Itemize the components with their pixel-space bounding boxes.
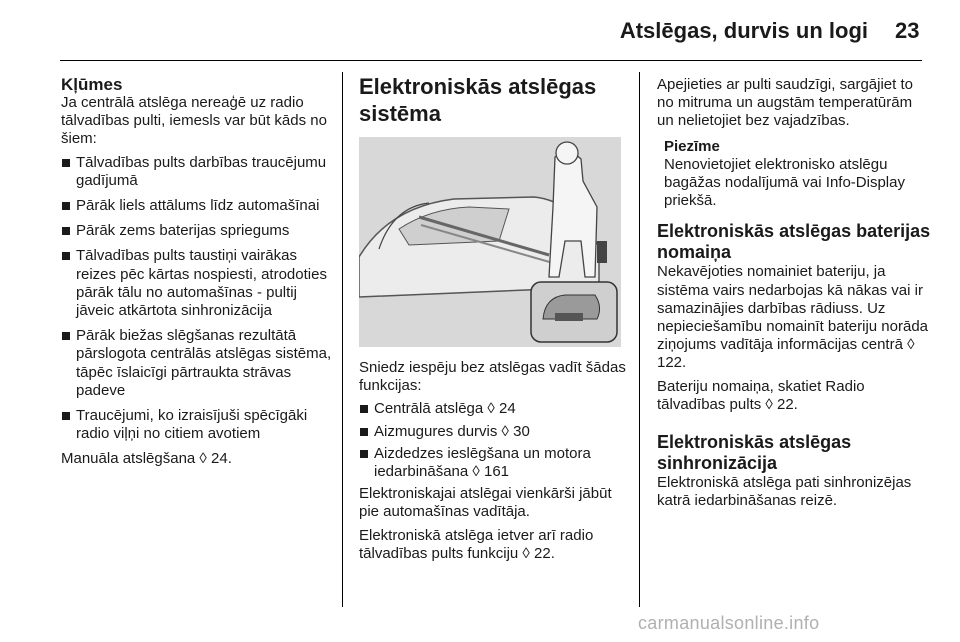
list-item: Tālvadības pults darbības traucējumu gadījumā <box>61 154 333 190</box>
battery-replacement-heading: Elektroniskās atslēgas baterijas nomaiņa <box>657 221 931 263</box>
battery-replacement-text: Nekavējoties nomainiet bateriju, ja sistēma vairs nedarbojas kā nākas vai ir samazinājies darbības rādiuss. Uz nepieciešamību nomainīt bateriju norāda ziņojums vadītāja informācijas centrā ◊ 122. <box>657 263 929 372</box>
list-item: Aizdedzes ieslēgšana un motora iedarbināšana ◊ 161 <box>359 445 627 481</box>
keyless-paragraph-2: Elektroniskā atslēga ietver arī radio tālvadības pults funkciju ◊ 22. <box>359 526 594 562</box>
keyless-paragraph-1: Elektroniskajai atslēgai vienkārši jābūt pie automašīnas vadītāja. <box>359 485 612 521</box>
care-paragraph: Apejieties ar pulti saudzīgi, sargājiet to no mitruma un augstām temperatūrām un nelietojiet bez vajadzības. <box>657 76 913 130</box>
list-item: Traucējumi, ko izraisījuši spēcīgāki radio viļņi no citiem avotiem <box>61 407 333 443</box>
note-title: Piezīme <box>664 137 720 155</box>
page-header-title: Atslēgas, durvis un logi <box>619 18 868 43</box>
column-3 <box>657 76 932 510</box>
list-item: Pārāk biežas slēgšanas rezultātā pārslogota centrālās atslēgas sistēma, tāpēc īslaicīgi pārtraukta strāvas padeve <box>61 327 333 400</box>
battery-replacement-reference: Bateriju nomaiņa, skatiet Radio tālvadības pults ◊ 22. <box>657 377 865 413</box>
synchronisation-heading: Elektroniskās atslēgas sinhronizācija <box>657 432 852 474</box>
note-text: Nenovietojiet elektronisko atslēgu bagāžas nodalījumā vai Info-Display priekšā. <box>664 155 905 210</box>
list-item: Pārāk liels attālums līdz automašīnai <box>61 197 333 215</box>
manual-locking-reference: Manuāla atslēgšana ◊ 24. <box>61 450 232 468</box>
watermark: carmanualsonline.info <box>638 613 820 633</box>
keyless-intro: Sniedz iespēju bez atslēgas vadīt šādas funkcijas: <box>359 359 626 395</box>
list-item: Aizmugures durvis ◊ 30 <box>359 423 627 441</box>
faults-intro: Ja centrālā atslēga nereaģē uz radio tālvadības pulti, iemesls var būt kāds no šiem: <box>61 94 327 148</box>
column-2 <box>359 76 627 563</box>
faults-heading: Kļūmes <box>61 75 123 94</box>
faults-list <box>61 154 333 444</box>
keyless-functions-list <box>359 400 627 481</box>
list-item: Tālvadības pults taustiņi vairākas reizes pēc kārtas nospiesti, atrodoties pārāk tālu no automašīnas - pultij jāveic atkārtota sinhronizācija <box>61 247 333 320</box>
page-number: 23 <box>895 18 920 43</box>
car-keyless-illustration <box>359 137 621 347</box>
list-item: Centrālā atslēga ◊ 24 <box>359 400 627 418</box>
column-divider-2 <box>639 72 640 607</box>
column-1 <box>61 76 333 469</box>
list-item: Pārāk zems baterijas spriegums <box>61 222 333 240</box>
synchronisation-text: Elektroniskā atslēga pati sinhronizējas katrā iedarbināšanas reizē. <box>657 474 912 510</box>
column-divider-1 <box>342 72 343 607</box>
note-box <box>657 138 932 211</box>
header-divider <box>60 60 922 61</box>
keyless-system-heading: Elektroniskās atslēgas sistēma <box>359 74 597 126</box>
